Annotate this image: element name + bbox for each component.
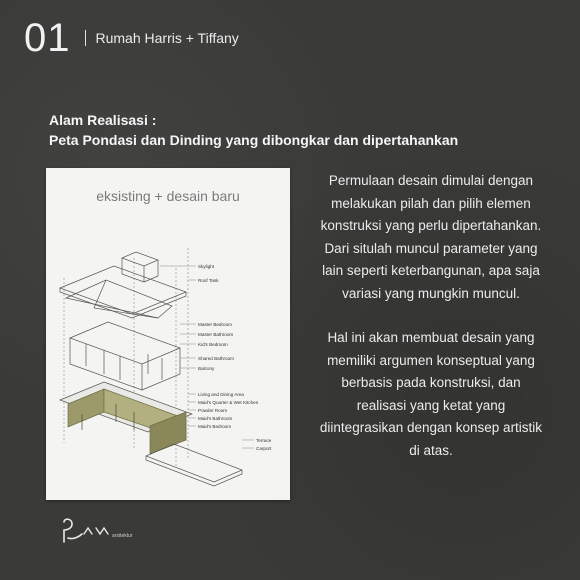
- logo-subtext: arsitektur: [112, 533, 133, 539]
- title-line-2: Peta Pondasi dan Dinding yang dibongkar dan dipertahankan: [49, 132, 459, 148]
- header-divider: [85, 30, 86, 46]
- exploded-axonometric-figure: [46, 168, 290, 500]
- label-master-bathroom: Master Bathroom: [198, 332, 234, 337]
- label-carport: Carport: [256, 446, 272, 451]
- label-maids-quarter: Maid's Quarter & Wet Kitchen: [198, 400, 259, 405]
- label-skylight: Skylight: [198, 264, 215, 269]
- label-terrace: Terrace: [256, 438, 272, 443]
- label-roof-tank: Roof Tank: [198, 278, 219, 283]
- label-maids-bathroom: Maid's Bathroom: [198, 416, 233, 421]
- title-line-1: Alam Realisasi :: [49, 112, 157, 128]
- section-title: [49, 110, 458, 150]
- figure-heading: eksisting + desain baru: [96, 188, 240, 204]
- label-shared-bathroom: Shared Bathroom: [198, 356, 235, 361]
- label-master-bedroom: Master Bedroom: [198, 322, 232, 327]
- label-kids-bedroom: Kid's Bedroom: [198, 342, 228, 347]
- logo-mark: [60, 516, 150, 546]
- label-balcony: Balcony: [198, 366, 215, 371]
- project-name: Rumah Harris + Tiffany: [95, 30, 239, 46]
- axonometric-drawing: [46, 168, 290, 500]
- description-text: [318, 170, 544, 484]
- label-living-dining: Living and Dining Area: [198, 392, 244, 397]
- paragraph-2: Hal ini akan membuat desain yang memiliki argumen konseptual yang berbasis pada konstruksi, dan realisasi yang ketat yang diintegrasikan dengan konsep artistik di atas.: [319, 330, 543, 458]
- page-number: 01: [24, 16, 71, 60]
- brand-logo: [60, 516, 150, 551]
- paragraph-1: Permulaan desain dimulai dengan melakukan pilah dan pilih elemen konstruksi yang perlu dipertahankan. Dari situlah muncul parameter yang lain seperti keterbangunan, apa saja variasi yang mungkin muncul.: [320, 173, 542, 301]
- label-powder-room: Powder Room: [198, 408, 228, 413]
- page-header: [24, 18, 239, 58]
- label-maids-bedroom: Maid's Bedroom: [198, 424, 232, 429]
